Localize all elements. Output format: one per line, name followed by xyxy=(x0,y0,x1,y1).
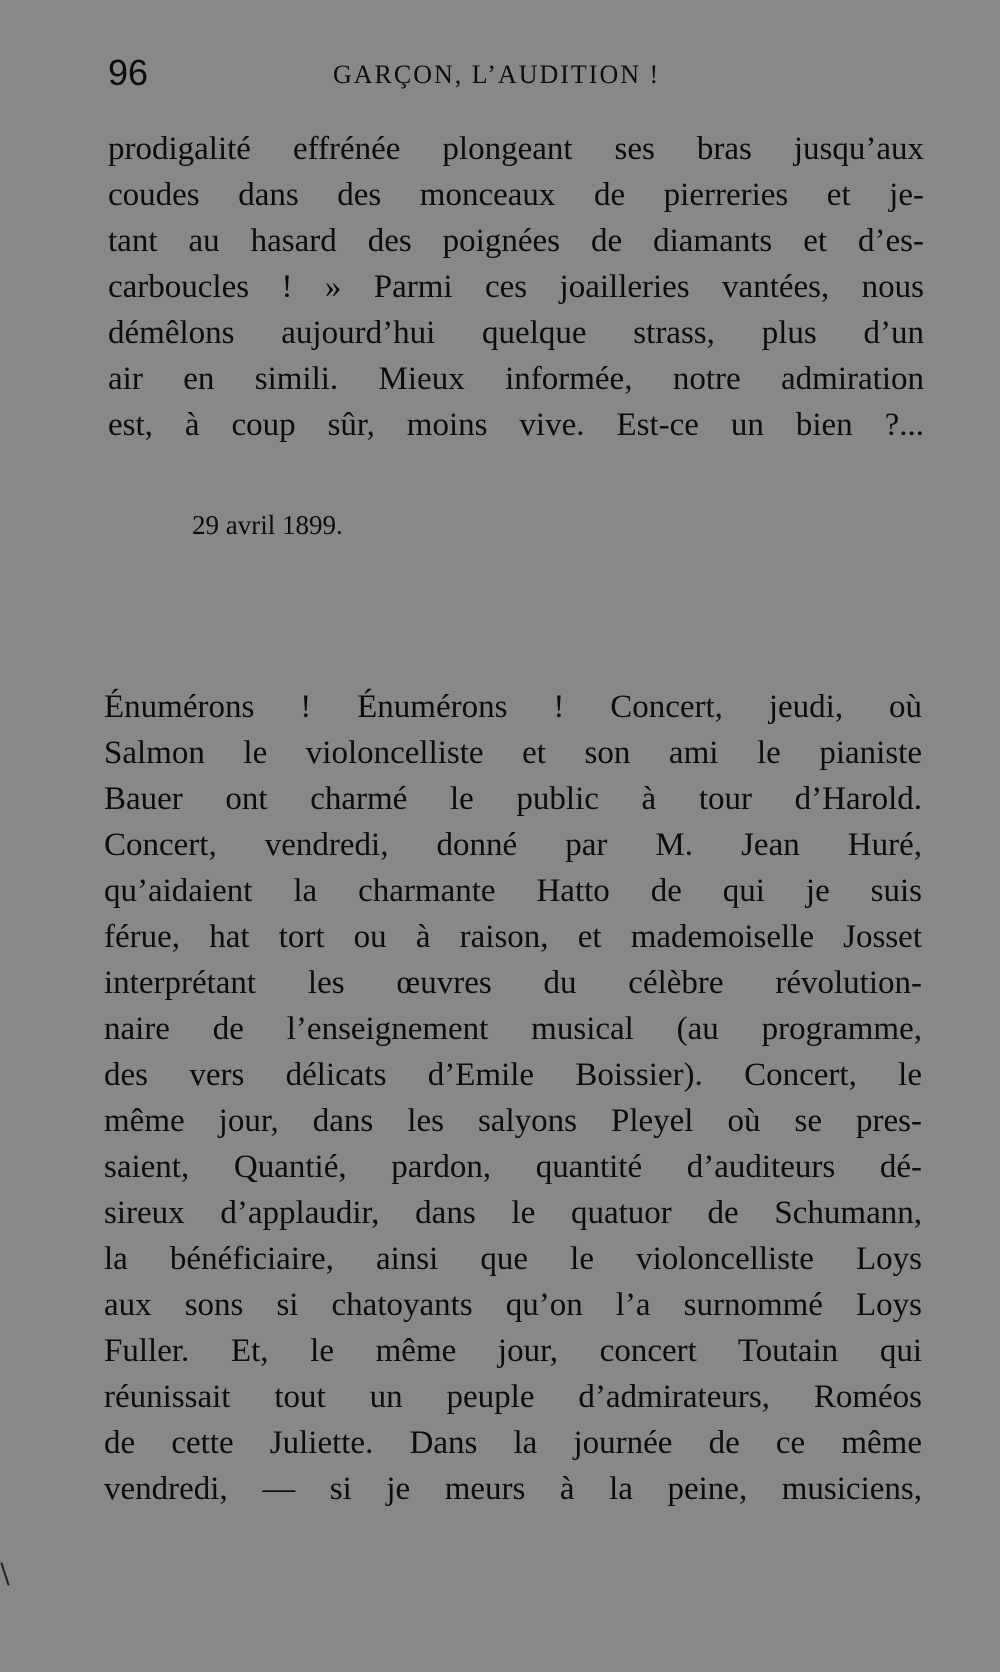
text-line: vendredi, — si je meurs à la peine, musiciens, xyxy=(104,1471,922,1507)
text-line: saient, Quantié, pardon, quantité d’auditeurs dé- xyxy=(104,1149,922,1185)
text-line: Bauer ont charmé le public à tour d’Harold. xyxy=(104,781,922,817)
text-line: la bénéficiaire, ainsi que le violoncelliste Loys xyxy=(104,1241,922,1277)
text-line: Fuller. Et, le même jour, concert Toutain qui xyxy=(104,1333,922,1369)
running-title: GARÇON, L’AUDITION ! xyxy=(333,60,661,89)
text-line: férue, hat tort ou à raison, et mademoiselle Josset xyxy=(104,919,922,955)
text-line: réunissait tout un peuple d’admirateurs, Roméos xyxy=(104,1379,922,1415)
text-line: sireux d’applaudir, dans le quatuor de Schumann, xyxy=(104,1195,922,1231)
text-line: est, à coup sûr, moins vive. Est-ce un bien ?... xyxy=(108,407,924,443)
page-header xyxy=(108,52,928,102)
scan-margin-mark xyxy=(0,1562,9,1585)
text-line: prodigalité effrénée plongeant ses bras jusqu’aux xyxy=(108,131,924,167)
paragraph-continued xyxy=(108,126,924,448)
text-line: air en simili. Mieux informée, notre admiration xyxy=(108,361,924,397)
text-line: aux sons si chatoyants qu’on l’a surnommé Loys xyxy=(104,1287,922,1323)
text-line: coudes dans des monceaux de pierreries et je- xyxy=(108,177,924,213)
text-line: Salmon le violoncelliste et son ami le pianiste xyxy=(104,735,922,771)
text-line: même jour, dans les salyons Pleyel où se pres- xyxy=(104,1103,922,1139)
entry-date: 29 avril 1899. xyxy=(192,510,343,540)
text-line: naire de l’enseignement musical (au programme, xyxy=(104,1011,922,1047)
text-line: démêlons aujourd’hui quelque strass, plus d’un xyxy=(108,315,924,351)
text-line: carboucles ! » Parmi ces joailleries vantées, nous xyxy=(108,269,924,305)
text-line: Concert, vendredi, donné par M. Jean Huré, xyxy=(104,827,922,863)
page-number: 96 xyxy=(108,52,149,93)
text-line: qu’aidaient la charmante Hatto de qui je suis xyxy=(104,873,922,909)
text-line: tant au hasard des poignées de diamants et d’es- xyxy=(108,223,924,259)
paragraph-entry xyxy=(104,684,922,1512)
text-line: de cette Juliette. Dans la journée de ce même xyxy=(104,1425,922,1461)
text-line: Énumérons ! Énumérons ! Concert, jeudi, où xyxy=(104,689,922,725)
text-line: interprétant les œuvres du célèbre révolution- xyxy=(104,965,922,1001)
text-line: des vers délicats d’Emile Boissier). Concert, le xyxy=(104,1057,922,1093)
